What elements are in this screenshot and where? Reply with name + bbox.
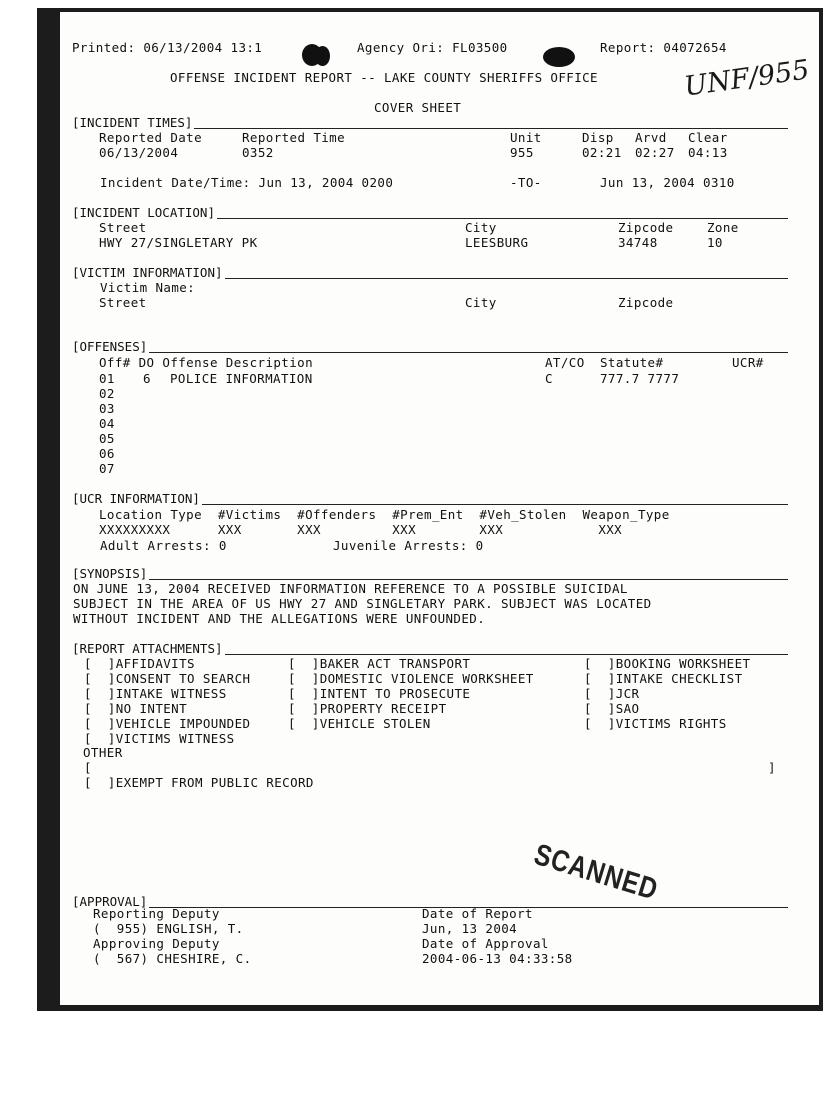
attachment-checkbox: [ ]CONSENT TO SEARCH: [84, 671, 251, 686]
attachment-checkbox: [ ]DOMESTIC VIOLENCE WORKSHEET: [288, 671, 534, 686]
reported-date-label: Reported Date: [99, 130, 203, 145]
attachment-checkbox: [ ]PROPERTY RECEIPT: [288, 701, 447, 716]
redaction-mark: [543, 47, 575, 67]
synopsis-line: WITHOUT INCIDENT AND THE ALLEGATIONS WERE UNFOUNDED.: [73, 611, 486, 626]
attachment-checkbox: [ ]BOOKING WORKSHEET: [584, 656, 751, 671]
other-field-open: [: [84, 760, 92, 775]
offense-row-number: 04: [99, 416, 115, 431]
clear-time: 04:13: [688, 145, 728, 160]
report-number: Report: 04072654: [600, 40, 727, 55]
unit-label: Unit: [510, 130, 542, 145]
incident-to-label: -TO-: [510, 175, 542, 190]
attachment-checkbox: [ ]INTENT TO PROSECUTE: [288, 686, 471, 701]
reporting-deputy-label: Reporting Deputy: [93, 906, 220, 921]
incident-from: Incident Date/Time: Jun 13, 2004 0200: [100, 175, 394, 190]
agency-ori: Agency Ori: FL03500: [357, 40, 508, 55]
location-street: HWY 27/SINGLETARY PK: [99, 235, 258, 250]
unit-value: 955: [510, 145, 534, 160]
approving-deputy: ( 567) CHESHIRE, C.: [93, 951, 252, 966]
juvenile-arrests: Juvenile Arrests: 0: [333, 538, 484, 553]
synopsis-line: SUBJECT IN THE AREA OF US HWY 27 AND SINGLETARY PARK. SUBJECT WAS LOCATED: [73, 596, 652, 611]
offense-atco: C: [545, 371, 553, 386]
scanned-stamp: SCANNED: [530, 838, 662, 907]
date-of-approval: 2004-06-13 04:33:58: [422, 951, 573, 966]
printed-date: Printed: 06/13/2004 13:1: [72, 40, 263, 55]
attachment-checkbox: [ ]VICTIMS RIGHTS: [584, 716, 727, 731]
ucr-values-row: XXXXXXXXX XXX XXX XXX XXX XXX: [99, 522, 623, 537]
offense-row-number: 02: [99, 386, 115, 401]
offense-description: POLICE INFORMATION: [170, 371, 313, 386]
offense-statute: 777.7 7777: [600, 371, 680, 386]
atco-header: AT/CO: [545, 355, 585, 370]
victim-street-label: Street: [99, 295, 147, 310]
date-of-report: Jun, 13 2004: [422, 921, 518, 936]
location-city: LEESBURG: [465, 235, 529, 250]
attachment-checkbox: [ ]NO INTENT: [84, 701, 188, 716]
attachment-checkbox: [ ]VEHICLE STOLEN: [288, 716, 431, 731]
ucr-header: UCR#: [732, 355, 764, 370]
approval-section: [APPROVAL]: [72, 895, 788, 909]
ucr-header-row: Location Type #Victims #Offenders #Prem_Ent #Veh_Stolen Weapon_Type: [99, 507, 670, 522]
reported-time: 0352: [242, 145, 274, 160]
arvd-time: 02:27: [635, 145, 675, 160]
other-field-close: ]: [768, 760, 776, 775]
victim-city-label: City: [465, 295, 497, 310]
attachment-checkbox: [ ]VEHICLE IMPOUNDED: [84, 716, 251, 731]
report-title: OFFENSE INCIDENT REPORT -- LAKE COUNTY SHERIFFS OFFICE: [170, 70, 598, 85]
attachment-checkbox: [ ]BAKER ACT TRANSPORT: [288, 656, 471, 671]
victim-zipcode-label: Zipcode: [618, 295, 674, 310]
offense-row-number: 03: [99, 401, 115, 416]
zipcode-label: Zipcode: [618, 220, 674, 235]
zone-label: Zone: [707, 220, 739, 235]
offense-number: 01: [99, 371, 115, 386]
incident-to: Jun 13, 2004 0310: [600, 175, 735, 190]
reported-time-label: Reported Time: [242, 130, 346, 145]
synopsis-section: [SYNOPSIS]: [72, 567, 788, 581]
attachment-checkbox: [ ]INTAKE WITNESS: [84, 686, 227, 701]
reported-date: 06/13/2004: [99, 145, 179, 160]
offense-row-number: 06: [99, 446, 115, 461]
cover-sheet-label: COVER SHEET: [374, 100, 462, 115]
adult-arrests: Adult Arrests: 0: [100, 538, 227, 553]
incident-times-section: [INCIDENT TIMES]: [72, 116, 788, 130]
other-label: OTHER: [83, 745, 123, 760]
handwritten-note: UNF/955: [682, 54, 812, 103]
attachment-checkbox: [ ]AFFIDAVITS: [84, 656, 195, 671]
street-label: Street: [99, 220, 147, 235]
statute-header: Statute#: [600, 355, 664, 370]
arvd-label: Arvd: [635, 130, 667, 145]
redaction-mark: [315, 46, 330, 66]
exempt-checkbox: [ ]EXEMPT FROM PUBLIC RECORD: [84, 775, 314, 790]
incident-location-section: [INCIDENT LOCATION]: [72, 206, 788, 220]
disp-time: 02:21: [582, 145, 622, 160]
offenses-section: [OFFENSES]: [72, 340, 788, 354]
victim-information-section: [VICTIM INFORMATION]: [72, 266, 788, 280]
location-zip: 34748: [618, 235, 658, 250]
offense-row-number: 05: [99, 431, 115, 446]
victim-name-label: Victim Name:: [100, 280, 196, 295]
synopsis-line: ON JUNE 13, 2004 RECEIVED INFORMATION REFERENCE TO A POSSIBLE SUICIDAL: [73, 581, 628, 596]
report-attachments-section: [REPORT ATTACHMENTS]: [72, 642, 788, 656]
location-zone: 10: [707, 235, 723, 250]
reporting-deputy: ( 955) ENGLISH, T.: [93, 921, 244, 936]
approving-deputy-label: Approving Deputy: [93, 936, 220, 951]
ucr-information-section: [UCR INFORMATION]: [72, 492, 788, 506]
clear-label: Clear: [688, 130, 728, 145]
attachment-checkbox: [ ]SAO: [584, 701, 640, 716]
attachment-checkbox: [ ]VICTIMS WITNESS: [84, 731, 235, 746]
attachment-checkbox: [ ]INTAKE CHECKLIST: [584, 671, 743, 686]
offense-row-number: 07: [99, 461, 115, 476]
date-of-approval-label: Date of Approval: [422, 936, 549, 951]
offense-do: 6: [143, 371, 151, 386]
city-label: City: [465, 220, 497, 235]
disp-label: Disp: [582, 130, 614, 145]
attachment-checkbox: [ ]JCR: [584, 686, 640, 701]
offenses-header: Off# DO Offense Description: [99, 355, 313, 370]
date-of-report-label: Date of Report: [422, 906, 533, 921]
